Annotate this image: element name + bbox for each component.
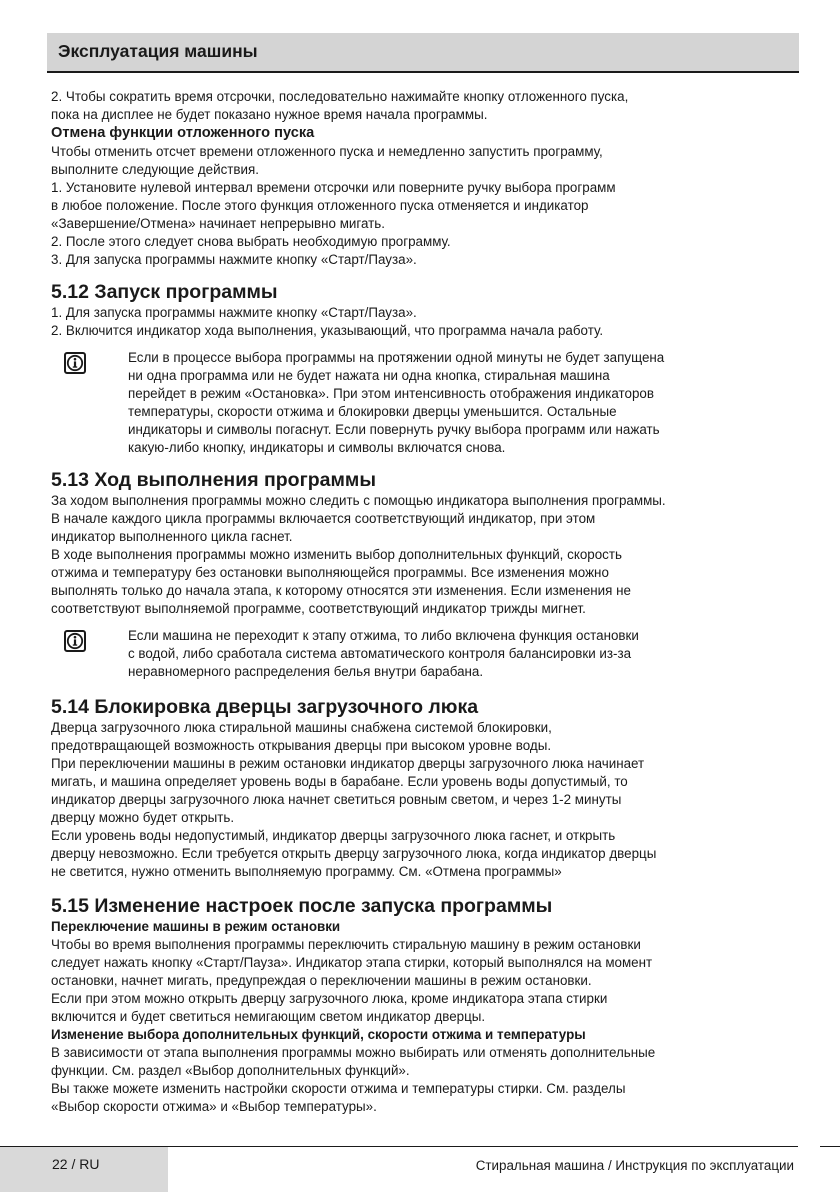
info-icon: [64, 352, 86, 374]
text-line: В зависимости от этапа выполнения программы можно выбирать или отменять дополнительные: [51, 1045, 656, 1060]
text-line: включится и будет светиться немигающим светом индикатор дверцы.: [51, 1009, 486, 1024]
text-line: выполнять только до начала этапа, к которому относятся эти изменения. Если изменения не: [51, 583, 631, 598]
intro-paragraph: [51, 88, 796, 124]
footer-document-title: Стиральная машина / Инструкция по эксплуатации: [475, 1158, 794, 1173]
text-line: 2. После этого следует снова выбрать необходимую программу.: [51, 234, 451, 249]
info-icon: [64, 630, 86, 652]
text-line: функции. См. раздел «Выбор дополнительных функций».: [51, 1063, 410, 1078]
note-line: с водой, либо сработала система автоматического контроля балансировки из-за: [128, 646, 632, 661]
text-line: «Завершение/Отмена» начинает непрерывно мигать.: [51, 216, 385, 231]
text-line: предотвращающей возможность открывания дверцы при высоком уровне воды.: [51, 738, 552, 753]
text-line: индикатор дверцы загрузочного люка начнет светиться ровным светом, и через 1-2 минуты: [51, 792, 622, 807]
text-line: 1. Установите нулевой интервал времени отсрочки или поверните ручку выбора программ: [51, 180, 616, 195]
note-line: ни одна программа или не будет нажата ни одна кнопка, стиральная машина: [128, 368, 610, 383]
text-line: мигать, и машина определяет уровень воды в барабане. Если уровень воды допустимый, то: [51, 774, 628, 789]
text-line: пока на дисплее не будет показано нужное время начала программы.: [51, 107, 488, 122]
text-line: не светится, нужно отменить выполняемую программу. См. «Отмена программы»: [51, 864, 562, 879]
text-line: 1. Для запуска программы нажмите кнопку «Старт/Пауза».: [51, 305, 417, 320]
text-line: Вы также можете изменить настройки скорости отжима и температуры стирки. См. разделы: [51, 1081, 626, 1096]
page-number: 22 / RU: [52, 1156, 100, 1172]
note-line: какую-либо кнопку, индикаторы и символы включатся снова.: [128, 440, 506, 455]
section-heading: 5.15 Изменение настроек после запуска программы: [51, 895, 553, 917]
text-line: В начале каждого цикла программы включается соответствующий индикатор, при этом: [51, 511, 596, 526]
note-line: Если машина не переходит к этапу отжима, то либо включена функция остановки: [128, 628, 639, 643]
text-line: дверцу можно будет открыть.: [51, 810, 235, 825]
section-5-13: [51, 468, 796, 681]
note-line: индикаторы и символы погаснут. Если повернуть ручку выбора программ или нажать: [128, 422, 660, 437]
section-5-14: [51, 695, 796, 881]
text-line: За ходом выполнения программы можно следить с помощью индикатора выполнения программы.: [51, 493, 666, 508]
text-line: «Выбор скорости отжима» и «Выбор температуры».: [51, 1099, 377, 1114]
info-note: [51, 349, 796, 457]
text-line: 2. Включится индикатор хода выполнения, указывающий, что программа начала работу.: [51, 323, 604, 338]
note-line: перейдет в режим «Остановка». При этом интенсивность отображения индикаторов: [128, 386, 654, 401]
text-line: выполните следующие действия.: [51, 162, 259, 177]
text-line: 3. Для запуска программы нажмите кнопку «Старт/Пауза».: [51, 252, 417, 267]
subheading: Переключение машины в режим остановки: [51, 919, 341, 934]
text-line: Чтобы во время выполнения программы переключить стиральную машину в режим остановки: [51, 937, 641, 952]
page-title: Эксплуатация машины: [58, 41, 258, 61]
section-heading: 5.14 Блокировка дверцы загрузочного люка: [51, 696, 479, 718]
text-line: В ходе выполнения программы можно изменить выбор дополнительных функций, скорость: [51, 547, 622, 562]
subheading: Отмена функции отложенного пуска: [51, 125, 315, 141]
text-line: Если при этом можно открыть дверцу загрузочного люка, кроме индикатора этапа стирки: [51, 991, 608, 1006]
section-5-15: [51, 894, 796, 1116]
note-line: температуры, скорости отжима и блокировки дверцы уменьшится. Остальные: [128, 404, 617, 419]
text-line: соответствуют выполняемой программе, соответствующий индикатор трижды мигнет.: [51, 601, 586, 616]
text-line: остановки, начнет мигать, предупреждая о переключении машины в режим остановки.: [51, 973, 592, 988]
text-line: дверцу невозможно. Если требуется открыть дверцу загрузочного люка, когда индикатор дверцы: [51, 846, 657, 861]
section-heading: 5.12 Запуск программы: [51, 281, 278, 303]
text-line: При переключении машины в режим остановки индикатор дверцы загрузочного люка начинает: [51, 756, 645, 771]
footer-divider-tail: [820, 1146, 840, 1147]
text-line: 2. Чтобы сократить время отсрочки, последовательно нажимайте кнопку отложенного пуска,: [51, 89, 629, 104]
text-line: Если уровень воды недопустимый, индикатор дверцы загрузочного люка гаснет, и открыть: [51, 828, 616, 843]
header-bar: [47, 33, 799, 73]
text-line: в любое положение. После этого функция отложенного пуска отменяется и индикатор: [51, 198, 589, 213]
section-heading: 5.13 Ход выполнения программы: [51, 469, 376, 491]
cancel-delay-section: [51, 124, 796, 269]
subheading: Изменение выбора дополнительных функций, скорости отжима и температуры: [51, 1027, 586, 1042]
text-line: отжима и температуру без остановки выполняющейся программы. Все изменения можно: [51, 565, 609, 580]
note-line: Если в процессе выбора программы на протяжении одной минуты не будет запущена: [128, 350, 665, 365]
text-line: следует нажать кнопку «Старт/Пауза». Индикатор этапа стирки, который выполнялся на момент: [51, 955, 653, 970]
section-5-12: [51, 280, 796, 457]
text-line: Дверца загрузочного люка стиральной машины снабжена системой блокировки,: [51, 720, 552, 735]
note-line: неравномерного распределения белья внутри барабана.: [128, 664, 484, 679]
text-line: Чтобы отменить отсчет времени отложенного пуска и немедленно запустить программу,: [51, 144, 603, 159]
text-line: индикатор выполненного цикла гаснет.: [51, 529, 293, 544]
info-note: [51, 627, 796, 681]
main-content: [51, 88, 796, 1116]
